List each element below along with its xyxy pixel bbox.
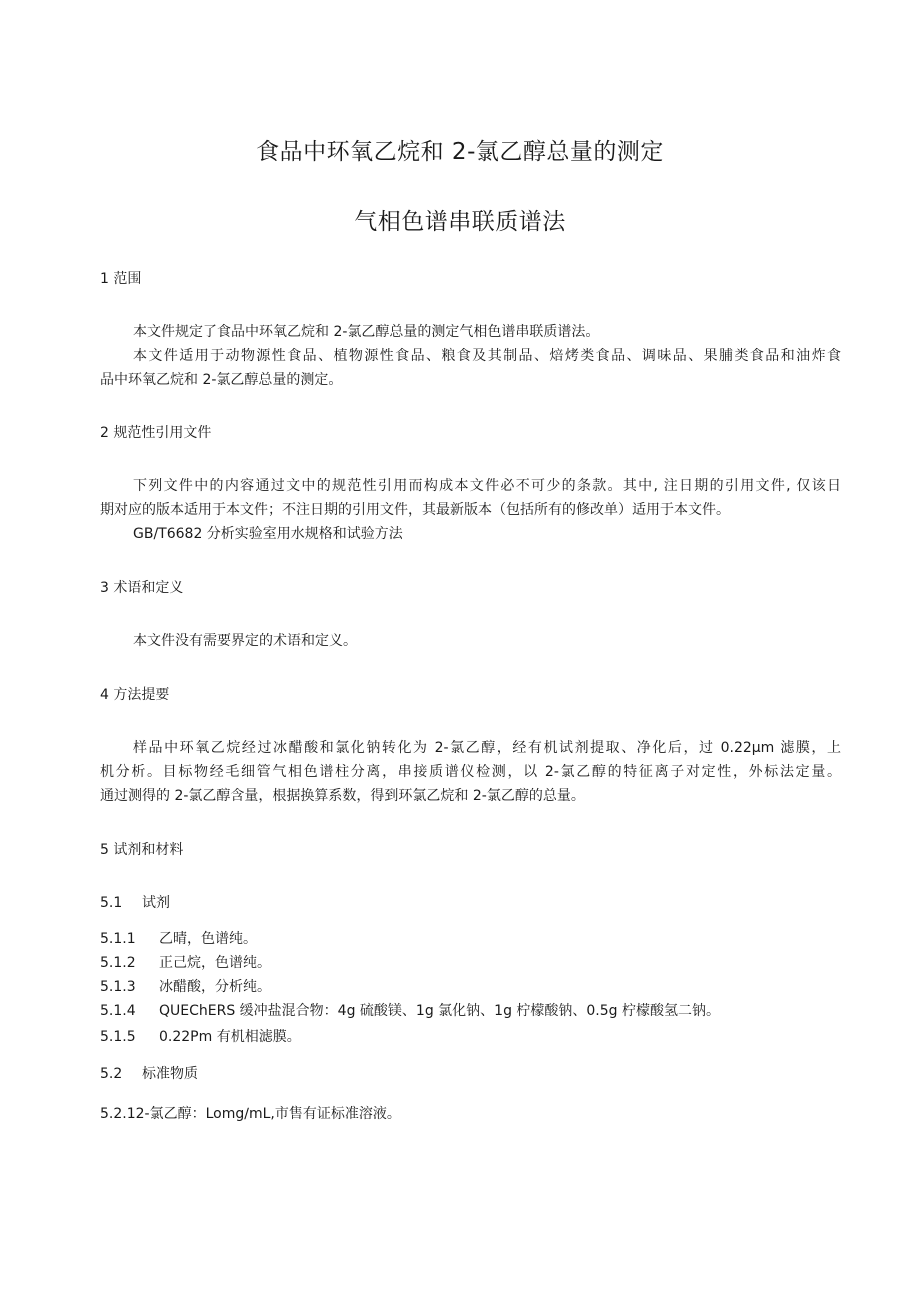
item-text: 正己烷，色谱纯。 <box>159 955 271 971</box>
item-number: 5.1.3 <box>100 979 136 995</box>
item-number: 5.1.1 <box>100 931 136 947</box>
section-heading-references: 2 规范性引用文件 <box>100 425 212 441</box>
list-item <box>100 953 271 973</box>
item-number: 5.1.4 <box>100 1003 136 1019</box>
section-heading-terms: 3 术语和定义 <box>100 580 184 596</box>
paragraph-continuation: 期对应的版本适用于本文件；不注日期的引用文件，其最新版本（包括所有的修改单）适用于本文件。 <box>100 502 730 518</box>
paragraph: 下列文件中的内容通过文中的规范性引用而构成本文件必不可少的条款。其中, 注日期的引用文件, 仅该日 <box>133 478 841 494</box>
paragraph-continuation: 机分析。目标物经毛细管气相色谱柱分离，串接质谱仪检测，以 2-氯乙醇的特征离子对定性，外标法定量。 <box>100 764 841 780</box>
item-text: QUEChERS 缓冲盐混合物：4g 硫酸镁、1g 氯化钠、1g 柠檬酸钠、0.5g 柠檬酸氢二钠。 <box>159 1003 721 1019</box>
list-item <box>100 1001 720 1021</box>
reference-item: GB/T6682 分析实验室用水规格和试验方法 <box>133 526 403 542</box>
paragraph: 样品中环氧乙烷经过冰醋酸和氯化钠转化为 2-氯乙醇，经有机试剂提取、净化后，过 0.22μm 滤膜，上 <box>133 740 841 756</box>
subsection-label: 标准物质 <box>142 1066 198 1082</box>
subsection-number: 5.2 <box>100 1066 123 1082</box>
list-item <box>100 977 271 997</box>
paragraph: 本文件适用于动物源性食品、植物源性食品、粮食及其制品、焙烤类食品、调味品、果脯类食品和油炸食 <box>133 348 841 364</box>
section-heading-scope: 1 范围 <box>100 271 142 287</box>
item-number: 5.1.2 <box>100 955 136 971</box>
paragraph-continuation: 通过测得的 2-氯乙醇含量，根据换算系数，得到环氯乙烷和 2-氯乙醇的总量。 <box>100 788 585 804</box>
document-title: 食品中环氧乙烷和 2-氯乙醇总量的测定 <box>256 139 664 165</box>
paragraph-continuation: 品中环氧乙烷和 2-氯乙醇总量的测定。 <box>100 372 343 388</box>
section-heading-method-summary: 4 方法提要 <box>100 687 170 703</box>
paragraph: 本文件没有需要界定的术语和定义。 <box>133 633 357 649</box>
item-number: 5.1.5 <box>100 1029 136 1045</box>
section-heading-reagents: 5 试剂和材料 <box>100 842 184 858</box>
subsection-heading-standards <box>100 1064 198 1084</box>
subsection-number: 5.1 <box>100 895 123 911</box>
item-text: 冰醋酸，分析纯。 <box>159 979 271 995</box>
list-item <box>100 1027 301 1047</box>
subsection-label: 试剂 <box>142 895 170 911</box>
subsection-heading-reagents <box>100 893 170 913</box>
item-text: 0.22Pm 有机相滤膜。 <box>159 1029 301 1045</box>
item-text: 乙晴，色谱纯。 <box>159 931 257 947</box>
paragraph: 本文件规定了食品中环氧乙烷和 2-氯乙醇总量的测定气相色谱串联质谱法。 <box>133 324 600 340</box>
list-item: 5.2.12-氯乙醇：Lomg∕mL,市售有证标准溶液。 <box>100 1106 401 1122</box>
list-item <box>100 929 257 949</box>
document-subtitle: 气相色谱串联质谱法 <box>354 209 566 235</box>
